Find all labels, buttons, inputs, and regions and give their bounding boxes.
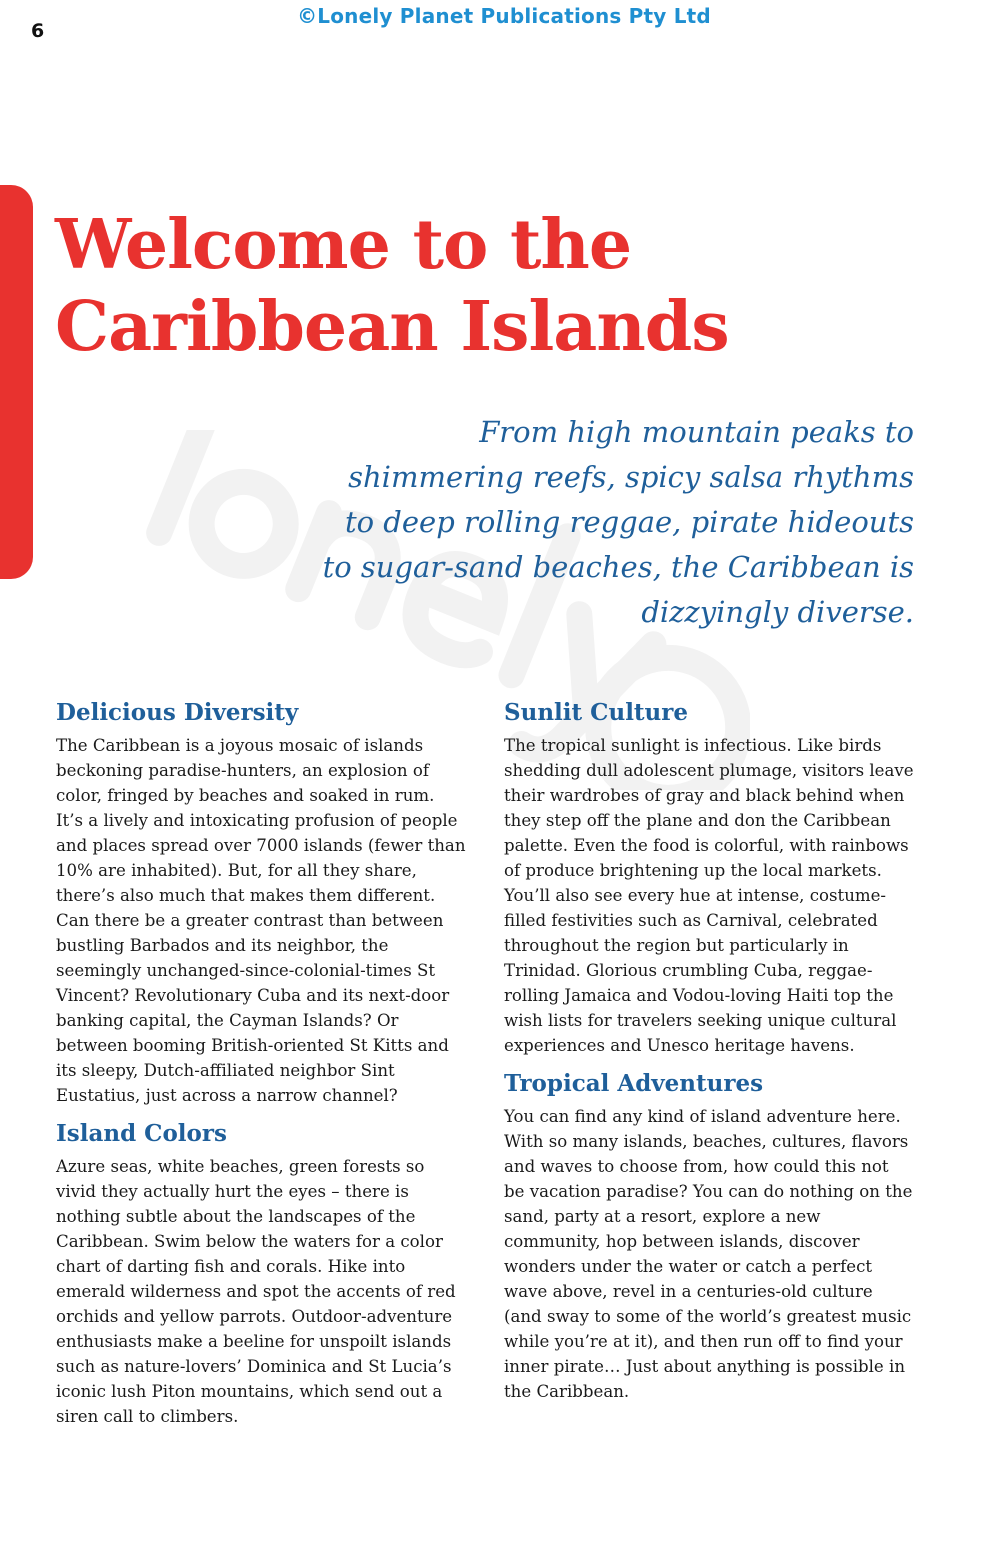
section-sunlit-culture [504, 697, 914, 1058]
intro-line-2: shimmering reefs, spicy salsa rhythms [348, 460, 914, 494]
section-heading: Delicious Diversity [56, 699, 299, 726]
section-body: The tropical sunlight is infectious. Like birds shedding dull adolescent plumage, visitors leave their wardrobes of gray and black behind when they step off the plane and don the Caribbean palette. Even the food is colorful, with rainbows of produce brightening up the local markets. You’ll also see every hue at intense, costume-filled festivities such as Carnival, celebrated throughout the region but particularly in Trinidad. Glorious crumbling Cuba, reggae-rolling Jamaica and Vodou-loving Haiti top the wish lists for travelers seeking unique cultural experiences and Unesco heritage havens. [504, 736, 914, 1055]
section-body: The Caribbean is a joyous mosaic of islands beckoning paradise-hunters, an explosion of color, fringed by beaches and soaked in rum. It’s a lively and intoxicating profusion of people and places spread over 7000 islands (fewer than 10% are inhabited). But, for all they share, there’s also much that makes them different. Can there be a greater contrast than between bustling Barbados and its neighbor, the seemingly unchanged-since-colonial-times St Vincent? Revolutionary Cuba and its next-door banking capital, the Cayman Islands? Or between booming British-oriented St Kitts and its sleepy, Dutch-affiliated neighbor Sint Eustatius, just across a narrow channel? [56, 736, 466, 1105]
page-title-line-2: Caribbean Islands [55, 287, 729, 367]
section-heading: Sunlit Culture [504, 699, 689, 726]
section-tropical-adventures [504, 1068, 914, 1404]
section-island-colors [56, 1118, 466, 1429]
section-body: Azure seas, white beaches, green forests so vivid they actually hurt the eyes – there is nothing subtle about the landscapes of the Caribbean. Swim below the waters for a color chart of darting fish and corals. Hike into emerald wilderness and spot the accents of red orchids and yellow parrots. Outdoor-adventure enthusiasts make a beeline for unspoilt islands such as nature-lovers’ Dominica and St Lucia’s iconic lush Piton mountains, which send out a siren call to climbers. [56, 1157, 456, 1426]
intro-line-5: dizzyingly diverse. [641, 595, 914, 629]
intro-line-3: to deep rolling reggae, pirate hideouts [344, 505, 914, 539]
section-heading: Tropical Adventures [504, 1070, 764, 1097]
section-delicious-diversity [56, 697, 466, 1108]
chapter-side-tab [0, 185, 33, 579]
left-column [56, 697, 466, 1439]
intro-pull-quote [274, 410, 914, 635]
page-title-line-1: Welcome to the [55, 205, 632, 285]
intro-line-1: From high mountain peaks to [479, 415, 914, 449]
right-column [504, 697, 914, 1414]
section-body: You can find any kind of island adventure here. With so many islands, beaches, cultures, flavors and waves to choose from, how could this not be vacation paradise? You can do nothing on the sand, party at a resort, explore a new community, hop between islands, discover wonders under the water or catch a perfect wave above, revel in a centuries-old culture (and sway to some of the world’s greatest music while you’re at it), and then run off to find your inner pirate… Just about anything is possible in the Caribbean. [504, 1107, 913, 1401]
intro-line-4: to sugar-sand beaches, the Caribbean is [322, 550, 914, 584]
copyright-notice: ©Lonely Planet Publications Pty Ltd [297, 4, 711, 28]
section-heading: Island Colors [56, 1120, 227, 1147]
page-title [55, 204, 729, 368]
page-number: 6 [31, 20, 45, 42]
